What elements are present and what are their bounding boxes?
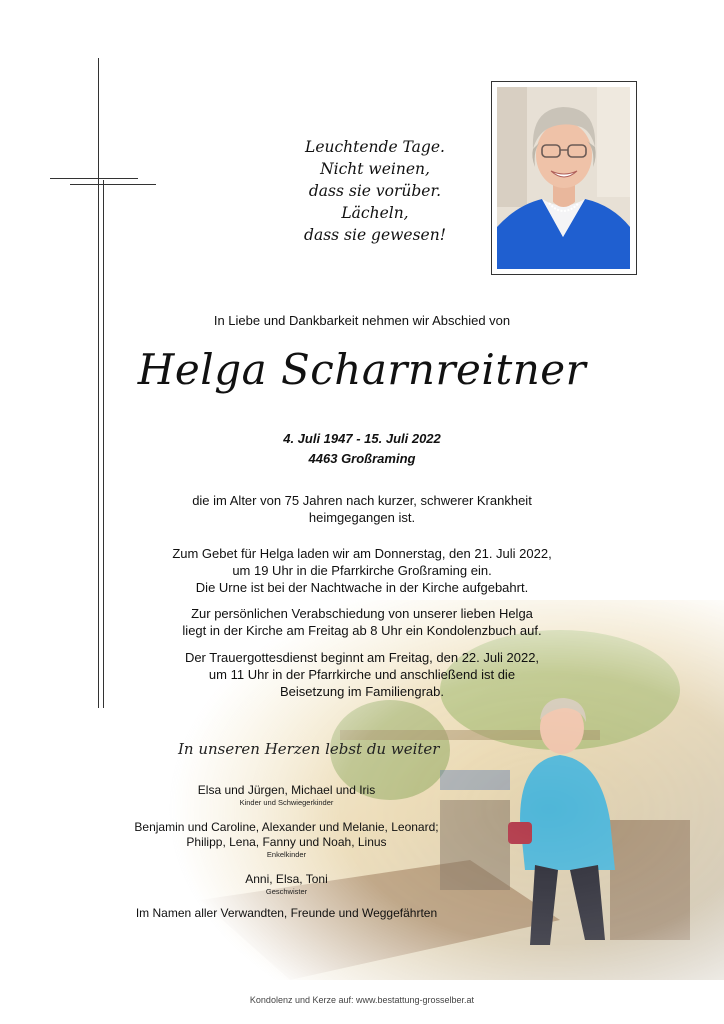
grandchildren-label: Enkelkinder	[266, 850, 307, 859]
hearts-line: In unseren Herzen lebst du weiter	[178, 740, 440, 758]
death-note-line: heimgegangen ist.	[308, 510, 416, 525]
death-note-line: die im Alter von 75 Jahren nach kurzer, schwerer Krankheit	[192, 493, 532, 508]
paragraph-line: Beisetzung im Familiengrab.	[279, 684, 445, 699]
paragraph-line: liegt in der Kirche am Freitag ab 8 Uhr ein Kondolenzbuch auf.	[182, 623, 542, 638]
funeral-paragraph	[0, 649, 724, 700]
portrait-frame	[491, 81, 637, 275]
poem	[290, 136, 460, 246]
others-line: Im Namen aller Verwandten, Freunde und Weggefährten	[135, 906, 438, 920]
family-grandchildren	[0, 820, 573, 859]
paragraph-line: Die Urne ist bei der Nachtwache in der Kirche aufgebahrt.	[195, 580, 529, 595]
poem-line: Nicht weinen,	[320, 160, 430, 178]
family-others	[0, 906, 573, 921]
siblings-label: Geschwister	[265, 887, 308, 896]
grandchildren-names-2: Philipp, Lena, Fanny und Noah, Linus	[186, 835, 387, 849]
condolence-footer: Kondolenz und Kerze auf: www.bestattung-grosselber.at	[249, 995, 475, 1005]
paragraph-line: Der Trauergottesdienst beginnt am Freitag, den 22. Juli 2022,	[184, 650, 540, 665]
farewell-paragraph	[0, 605, 724, 639]
deceased-name: Helga Scharnreitner	[137, 345, 587, 394]
portrait-photo	[497, 87, 630, 269]
prayer-paragraph	[0, 545, 724, 596]
paragraph-line: Zum Gebet für Helga laden wir am Donnerstag, den 21. Juli 2022,	[172, 546, 552, 561]
death-note	[0, 492, 724, 526]
children-label: Kinder und Schwiegerkinder	[239, 798, 334, 807]
poem-line: Lächeln,	[341, 204, 409, 222]
paragraph-line: Zur persönlichen Verabschiedung von unserer lieben Helga	[191, 606, 533, 621]
siblings-names: Anni, Elsa, Toni	[245, 872, 328, 886]
poem-line: Leuchtende Tage.	[305, 138, 445, 156]
poem-line: dass sie gewesen!	[304, 226, 446, 244]
children-names: Elsa und Jürgen, Michael und Iris	[197, 783, 376, 797]
family-siblings	[0, 872, 573, 896]
intro-text: In Liebe und Dankbarkeit nehmen wir Abschied von	[213, 313, 511, 328]
paragraph-line: um 19 Uhr in die Pfarrkirche Großraming ein.	[232, 563, 492, 578]
place: 4463 Großraming	[308, 451, 416, 466]
poem-line: dass sie vorüber.	[308, 182, 442, 200]
family-children	[0, 783, 573, 807]
cross-horizontal-line	[50, 178, 138, 179]
paragraph-line: um 11 Uhr in der Pfarrkirche und anschließend ist die	[208, 667, 516, 682]
cross-horizontal-line-2	[70, 184, 156, 185]
life-dates: 4. Juli 1947 - 15. Juli 2022	[283, 431, 441, 446]
grandchildren-names-1: Benjamin und Caroline, Alexander und Melanie, Leonard;	[134, 820, 439, 834]
